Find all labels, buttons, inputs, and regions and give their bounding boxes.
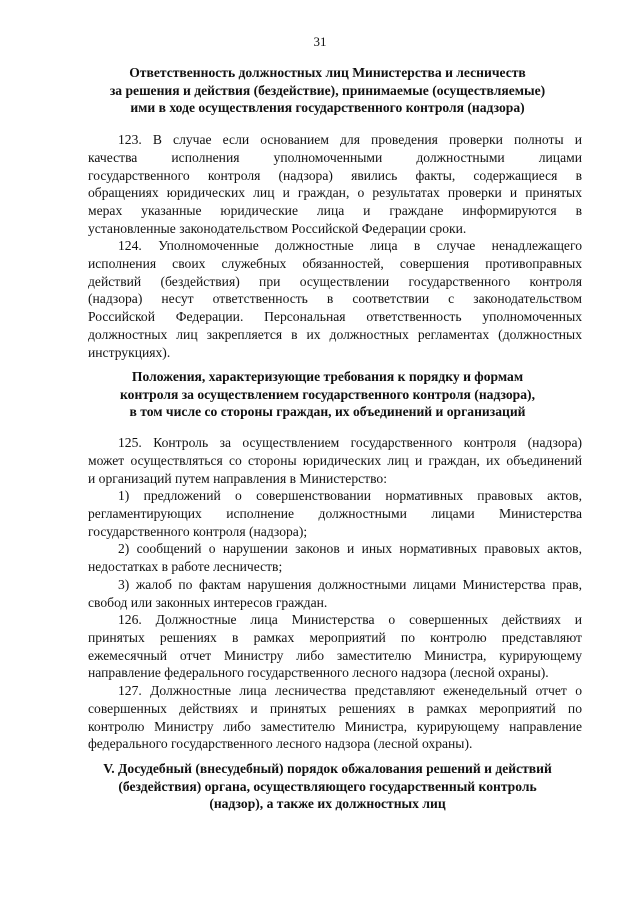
text-line: 124. Уполномоченные должностные лица в случае ненадлежащего	[118, 238, 582, 253]
text-line: недостатках в работе лесничеств;	[88, 558, 283, 574]
heading-line: за решения и действия (бездействие), принимаемые (осуществляемые)	[109, 82, 546, 98]
text-line: (надзора) несут ответственность в соответствии с законодательством	[88, 291, 582, 307]
paragraph-124	[88, 237, 582, 362]
text-line: должностных лиц закрепляется в их должностных регламентах (должностных	[88, 326, 582, 342]
text-line: принятых решениях в рамках мероприятий по контролю представляют	[88, 629, 582, 645]
text-line: федерального государственного лесного надзора (лесной охраны).	[88, 736, 473, 752]
text-line: 1) предложений о совершенствовании нормативных правовых актов,	[118, 488, 582, 503]
text-line: 126. Должностные лица Министерства о совершенных действиях и	[118, 612, 582, 627]
heading-line: V. Досудебный (внесудебный) порядок обжалования решений и действий	[103, 761, 552, 776]
text-line: Российской Федерации. Персональная ответственность уполномоченных	[88, 309, 582, 325]
text-line: государственного контроля (надзора);	[88, 523, 308, 539]
list-item-1	[88, 487, 582, 540]
section-heading-control-forms	[72, 368, 583, 421]
text-line: действий (бездействия) при осуществлении государственного контроля	[88, 273, 582, 289]
heading-line: Ответственность должностных лиц Министерства и лесничеств	[129, 65, 526, 80]
heading-line: контроля за осуществлением государственного контроля (надзора),	[120, 386, 535, 402]
text-line: инструкциях).	[88, 344, 171, 360]
section-heading-v-pretrial-appeal	[72, 760, 583, 813]
text-line: 123. В случае если основанием для проведения проверки полноты и	[118, 132, 582, 147]
heading-line: Положения, характеризующие требования к порядку и формам	[131, 369, 524, 384]
paragraph-125	[88, 434, 582, 487]
text-line: и организаций путем направления в Министерство:	[88, 470, 387, 486]
heading-line: (надзор), а также их должностных лиц	[209, 796, 446, 811]
text-line: государственного контроля (надзора) явились факты, содержащиеся в	[88, 167, 582, 183]
text-line: мерах указанные юридические лица и граждане информируются в	[88, 203, 582, 219]
text-line: 127. Должностные лица лесничества представляют еженедельный отчет о	[118, 683, 582, 698]
text-line: направление федерального государственного лесного надзора (лесной охраны).	[88, 665, 549, 681]
text-line: установленные законодательством Российской Федерации сроки.	[88, 220, 467, 236]
paragraph-123	[88, 131, 582, 238]
section-heading-responsibility	[72, 64, 583, 117]
list-item-2	[88, 540, 582, 576]
text-line: качества исполнения уполномоченными должностными лицами	[88, 149, 582, 165]
text-line: может осуществляться со стороны юридических лиц и граждан, их объединений	[88, 452, 582, 468]
heading-line: (бездействия) органа, осуществляющего государственный контроль	[118, 778, 537, 794]
text-line: 125. Контроль за осуществлением государственного контроля (надзора)	[118, 435, 582, 450]
text-line: обращениях юридических лиц и граждан, о результатах проверки и принятых	[88, 185, 582, 201]
text-line: совершенных действиях и принятых решениях в рамках мероприятий по	[88, 700, 582, 716]
text-line: регламентирующих исполнение должностными лицами Министерства	[88, 505, 582, 521]
text-line: свобод или законных интересов граждан.	[88, 594, 328, 610]
text-line: исполнения своих служебных обязанностей, совершения противоправных	[88, 255, 582, 271]
text-line: 2) сообщений о нарушении законов и иных нормативных правовых актов,	[118, 541, 582, 556]
page-number: 31	[313, 34, 327, 49]
paragraph-126	[88, 611, 582, 682]
text-line: 3) жалоб по фактам нарушения должностными лицами Министерства прав,	[118, 577, 582, 592]
text-line: контролю Министру либо заместителю Министра, курирующему направление	[88, 718, 582, 734]
paragraph-127	[88, 682, 582, 753]
heading-line: в том числе со стороны граждан, их объединений и организаций	[129, 404, 526, 419]
list-item-3	[88, 576, 582, 612]
heading-line: ими в ходе осуществления государственного контроля (надзора)	[130, 100, 525, 115]
text-line: ежемесячный отчет Министру либо заместителю Министра, курирующему	[88, 647, 582, 663]
